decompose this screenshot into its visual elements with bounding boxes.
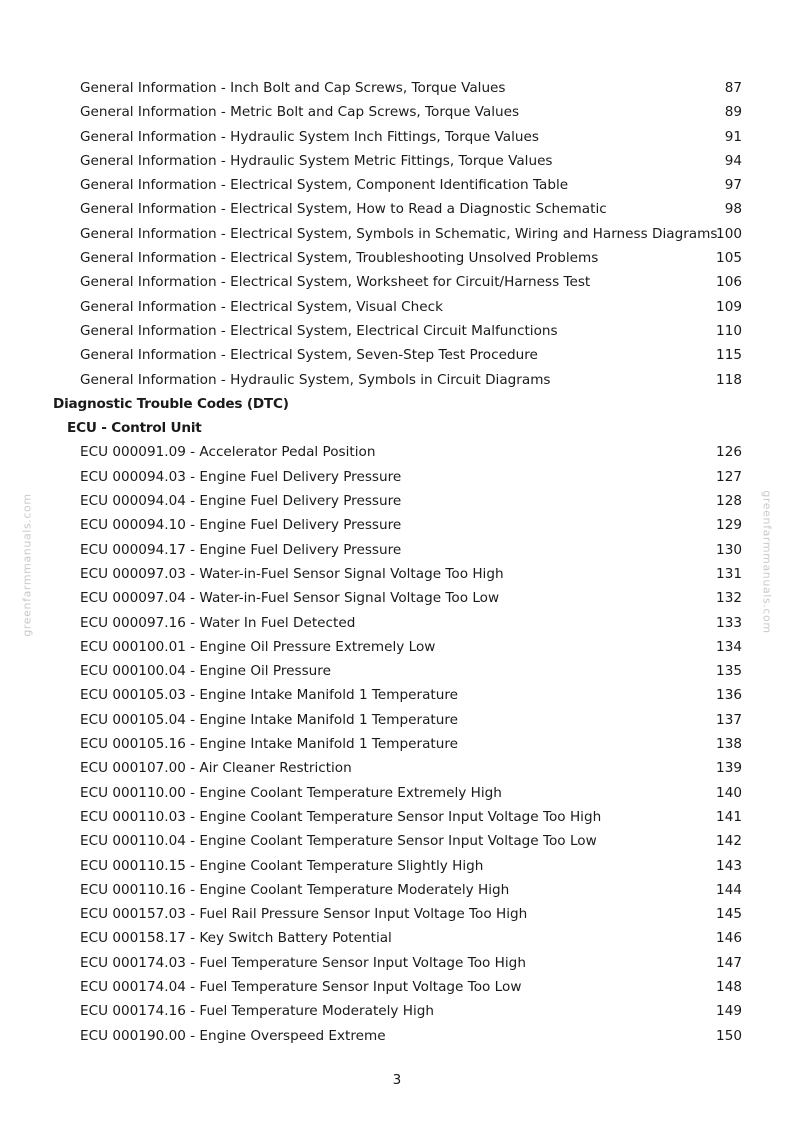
- subsection-heading-text: ECU - Control Unit: [67, 420, 202, 437]
- toc-entry-page: 136: [716, 687, 742, 704]
- toc-entry-title: ECU 000100.04 - Engine Oil Pressure: [80, 663, 331, 680]
- toc-entry[interactable]: [0, 999, 794, 1023]
- toc-entry[interactable]: [0, 270, 794, 294]
- toc-entry-title: ECU 000110.03 - Engine Coolant Temperature Sensor Input Voltage Too High: [80, 808, 602, 825]
- toc-entry-page: 148: [716, 978, 742, 995]
- toc-entry-page: 132: [716, 590, 742, 607]
- toc-entry-page: 98: [724, 201, 742, 218]
- toc-entry-page: 134: [716, 638, 742, 655]
- toc-entry[interactable]: [0, 538, 794, 562]
- toc-entry-title: General Information - Hydraulic System Inch Fittings, Torque Values: [80, 128, 539, 145]
- toc-entry-title: General Information - Electrical System, Component Identification Table: [80, 177, 569, 194]
- toc-entry-page: 135: [716, 663, 742, 680]
- toc-entry-title: ECU 000097.03 - Water-in-Fuel Sensor Signal Voltage Too High: [80, 565, 504, 582]
- toc-entry-title: ECU 000174.16 - Fuel Temperature Moderately High: [80, 1003, 435, 1020]
- toc-entry[interactable]: [0, 465, 794, 489]
- toc-entry-title: ECU 000105.16 - Engine Intake Manifold 1 Temperature: [80, 736, 459, 753]
- toc-entry-title: General Information - Electrical System, Worksheet for Circuit/Harness Test: [80, 274, 591, 291]
- toc-entry[interactable]: [0, 902, 794, 926]
- toc-entry-title: General Information - Hydraulic System Metric Fittings, Torque Values: [80, 152, 553, 169]
- page-number: 3: [392, 1072, 402, 1088]
- toc-entry-page: 118: [716, 371, 742, 388]
- toc-entry-page: 150: [716, 1027, 742, 1044]
- toc-entry[interactable]: [0, 635, 794, 659]
- toc-entry[interactable]: [0, 1024, 794, 1048]
- toc-entry-title: General Information - Electrical System, Symbols in Schematic, Wiring and Harness Diagrams: [80, 225, 718, 242]
- toc-entry[interactable]: [0, 805, 794, 829]
- toc-entry-page: 142: [716, 833, 742, 850]
- toc-entry-title: ECU 000158.17 - Key Switch Battery Potential: [80, 930, 392, 947]
- toc-entry[interactable]: [0, 562, 794, 586]
- toc-entry[interactable]: [0, 926, 794, 950]
- toc-entry-page: 126: [716, 444, 742, 461]
- toc-entry-page: 146: [716, 930, 742, 947]
- watermark-right: greenfarmmanuals.com: [760, 490, 774, 634]
- toc-entry-page: 89: [724, 104, 742, 121]
- general-information-list: [0, 76, 794, 392]
- toc-entry[interactable]: [0, 878, 794, 902]
- toc-entry-page: 147: [716, 954, 742, 971]
- ecu-entry-list: [0, 440, 794, 1047]
- toc-entry-page: 97: [724, 177, 742, 194]
- toc-entry[interactable]: [0, 440, 794, 464]
- toc-entry[interactable]: [0, 295, 794, 319]
- section-heading[interactable]: [0, 392, 794, 416]
- toc-entry-page: 141: [716, 808, 742, 825]
- toc-entry-page: 91: [724, 128, 742, 145]
- section-heading-text: Diagnostic Trouble Codes (DTC): [53, 395, 289, 412]
- toc-entry-title: General Information - Hydraulic System, Symbols in Circuit Diagrams: [80, 371, 551, 388]
- toc-entry[interactable]: [0, 586, 794, 610]
- toc-entry-title: General Information - Electrical System, How to Read a Diagnostic Schematic: [80, 201, 607, 218]
- toc-entry-title: ECU 000110.16 - Engine Coolant Temperature Moderately High: [80, 881, 510, 898]
- toc-entry-title: ECU 000110.04 - Engine Coolant Temperature Sensor Input Voltage Too Low: [80, 833, 597, 850]
- toc-entry-page: 115: [716, 347, 742, 364]
- toc-entry-page: 145: [716, 906, 742, 923]
- toc-entry-title: ECU 000105.03 - Engine Intake Manifold 1 Temperature: [80, 687, 459, 704]
- toc-entry-page: 144: [716, 881, 742, 898]
- toc-entry[interactable]: [0, 781, 794, 805]
- toc-entry-page: 94: [724, 152, 742, 169]
- toc-entry-title: ECU 000094.10 - Engine Fuel Delivery Pressure: [80, 517, 402, 534]
- toc-entry-page: 110: [716, 322, 742, 339]
- toc-entry-page: 139: [716, 760, 742, 777]
- toc-entry-title: General Information - Inch Bolt and Cap Screws, Torque Values: [80, 80, 506, 96]
- toc-entry-title: ECU 000091.09 - Accelerator Pedal Position: [80, 444, 376, 461]
- toc-entry-page: 128: [716, 493, 742, 510]
- toc-entry-title: ECU 000094.17 - Engine Fuel Delivery Pressure: [80, 541, 402, 558]
- toc-entry-title: General Information - Electrical System, Seven-Step Test Procedure: [80, 347, 538, 364]
- toc-entry[interactable]: [0, 513, 794, 537]
- toc-entry[interactable]: [0, 368, 794, 392]
- toc-entry-page: 137: [716, 711, 742, 728]
- toc-entry[interactable]: [0, 343, 794, 367]
- subsection-heading[interactable]: [0, 416, 794, 440]
- toc-entry-title: ECU 000097.16 - Water In Fuel Detected: [80, 614, 356, 631]
- toc-entry-title: General Information - Electrical System, Electrical Circuit Malfunctions: [80, 322, 558, 339]
- toc-entry-page: 131: [716, 565, 742, 582]
- toc-entry[interactable]: [0, 173, 794, 197]
- toc-entry-page: 106: [716, 274, 742, 291]
- toc-entry[interactable]: [0, 659, 794, 683]
- toc-entry[interactable]: [0, 149, 794, 173]
- toc-entry[interactable]: [0, 76, 794, 100]
- toc-entry-title: ECU 000190.00 - Engine Overspeed Extreme: [80, 1027, 386, 1044]
- table-of-contents: [0, 76, 794, 1048]
- toc-entry-page: 100: [716, 225, 742, 242]
- toc-entry[interactable]: [0, 975, 794, 999]
- toc-entry[interactable]: [0, 100, 794, 124]
- toc-entry[interactable]: [0, 611, 794, 635]
- toc-entry-title: ECU 000110.15 - Engine Coolant Temperature Slightly High: [80, 857, 484, 874]
- toc-entry-page: 87: [724, 80, 742, 96]
- toc-entry-page: 130: [716, 541, 742, 558]
- toc-entry-page: 138: [716, 736, 742, 753]
- toc-entry-title: ECU 000110.00 - Engine Coolant Temperature Extremely High: [80, 784, 502, 801]
- toc-entry-page: 109: [716, 298, 742, 315]
- toc-entry[interactable]: [0, 683, 794, 707]
- toc-entry-title: ECU 000097.04 - Water-in-Fuel Sensor Signal Voltage Too Low: [80, 590, 500, 607]
- toc-entry-page: 127: [716, 468, 742, 485]
- toc-entry[interactable]: [0, 708, 794, 732]
- toc-entry-title: General Information - Electrical System, Visual Check: [80, 298, 443, 315]
- toc-entry[interactable]: [0, 246, 794, 270]
- toc-entry[interactable]: [0, 197, 794, 221]
- toc-entry-page: 140: [716, 784, 742, 801]
- toc-entry[interactable]: [0, 756, 794, 780]
- toc-entry-title: ECU 000174.04 - Fuel Temperature Sensor Input Voltage Too Low: [80, 978, 522, 995]
- watermark-left: greenfarmmanuals.com: [20, 493, 34, 637]
- toc-entry-title: ECU 000100.01 - Engine Oil Pressure Extremely Low: [80, 638, 436, 655]
- toc-entry-page: 133: [716, 614, 742, 631]
- toc-entry-title: General Information - Metric Bolt and Cap Screws, Torque Values: [80, 104, 520, 121]
- toc-entry[interactable]: [0, 125, 794, 149]
- toc-entry-title: ECU 000174.03 - Fuel Temperature Sensor Input Voltage Too High: [80, 954, 526, 971]
- toc-entry-title: ECU 000094.03 - Engine Fuel Delivery Pressure: [80, 468, 402, 485]
- toc-entry[interactable]: [0, 732, 794, 756]
- toc-entry-page: 149: [716, 1003, 742, 1020]
- toc-entry[interactable]: [0, 854, 794, 878]
- toc-entry-title: ECU 000094.04 - Engine Fuel Delivery Pressure: [80, 493, 402, 510]
- toc-entry-page: 129: [716, 517, 742, 534]
- toc-entry-page: 105: [716, 250, 742, 267]
- toc-entry-page: 143: [716, 857, 742, 874]
- toc-entry[interactable]: [0, 489, 794, 513]
- toc-entry[interactable]: [0, 829, 794, 853]
- toc-entry-title: ECU 000157.03 - Fuel Rail Pressure Sensor Input Voltage Too High: [80, 906, 528, 923]
- toc-entry[interactable]: [0, 319, 794, 343]
- toc-entry[interactable]: [0, 222, 794, 246]
- toc-entry[interactable]: [0, 951, 794, 975]
- toc-entry-title: ECU 000107.00 - Air Cleaner Restriction: [80, 760, 352, 777]
- toc-entry-title: General Information - Electrical System, Troubleshooting Unsolved Problems: [80, 250, 599, 267]
- toc-entry-title: ECU 000105.04 - Engine Intake Manifold 1 Temperature: [80, 711, 459, 728]
